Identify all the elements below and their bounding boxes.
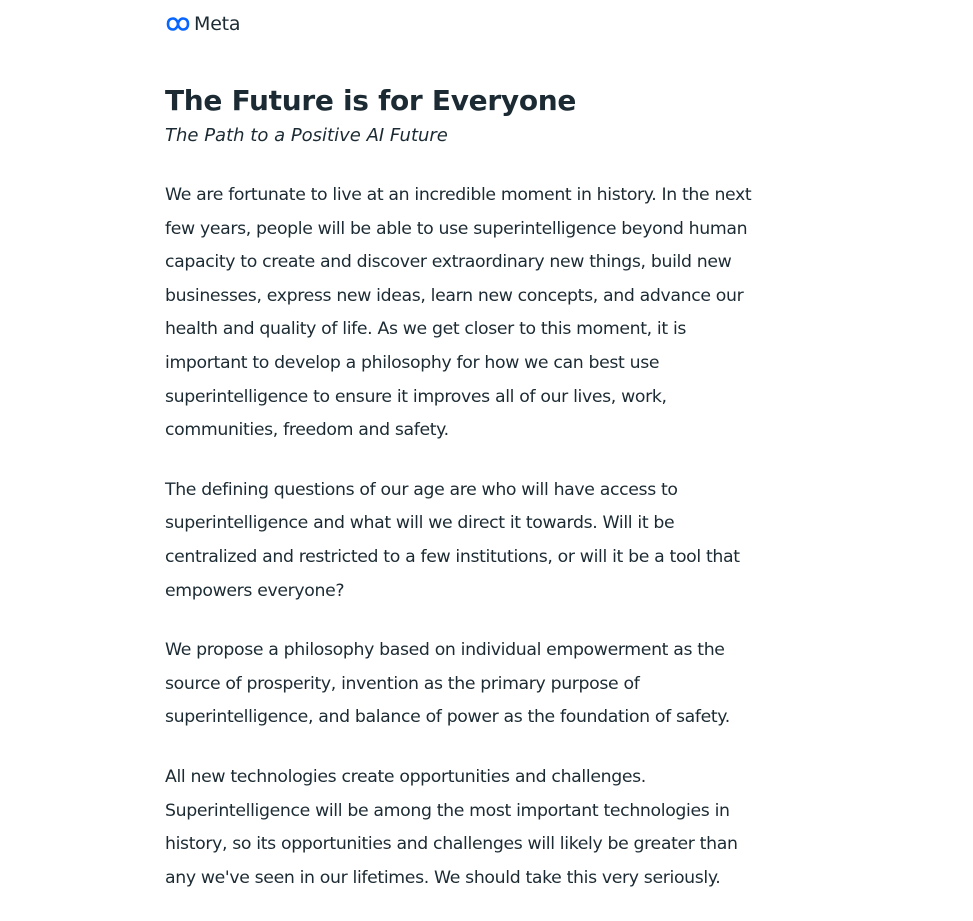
text-line: any we've seen in our lifetimes. We should take this very seriously. [165, 867, 721, 888]
text-line: The defining questions of our age are who will have access to [165, 479, 678, 500]
text-line: health and quality of life. As we get closer to this moment, it is [165, 319, 687, 340]
text-line: source of prosperity, invention as the primary purpose of [165, 673, 640, 694]
text-line: superintelligence and what will we direct it towards. Will it be [165, 513, 675, 534]
text-line: communities, freedom and safety. [165, 420, 449, 441]
page-subtitle: The Path to a Positive AI Future [165, 125, 448, 146]
article-body [165, 179, 845, 921]
meta-logo[interactable] [165, 12, 240, 36]
text-line: history, so its opportunities and challenges will likely be greater than [165, 834, 738, 855]
page-title: The Future is for Everyone [165, 84, 577, 117]
paragraph [165, 761, 845, 895]
text-line: We propose a philosophy based on individual empowerment as the [165, 640, 725, 661]
text-line: businesses, express new ideas, learn new concepts, and advance our [165, 285, 744, 306]
paragraph [165, 474, 845, 608]
text-line: Superintelligence will be among the most important technologies in [165, 800, 730, 821]
text-line: centralized and restricted to a few institutions, or will it be a tool that [165, 546, 740, 567]
paragraph [165, 634, 845, 735]
text-line: empowers everyone? [165, 580, 345, 601]
text-line: important to develop a philosophy for how we can best use [165, 352, 660, 373]
text-line: superintelligence to ensure it improves all of our lives, work, [165, 386, 667, 407]
meta-infinity-icon [165, 16, 191, 32]
text-line: superintelligence, and balance of power as the foundation of safety. [165, 707, 730, 728]
paragraph [165, 179, 845, 448]
text-line: capacity to create and discover extraordinary new things, build new [165, 252, 732, 273]
text-line: We are fortunate to live at an incredible moment in history. In the next [165, 185, 752, 205]
text-line: few years, people will be able to use superintelligence beyond human [165, 218, 748, 239]
meta-logo-text: Meta [194, 13, 241, 35]
text-line: All new technologies create opportunities and challenges. [165, 766, 646, 787]
